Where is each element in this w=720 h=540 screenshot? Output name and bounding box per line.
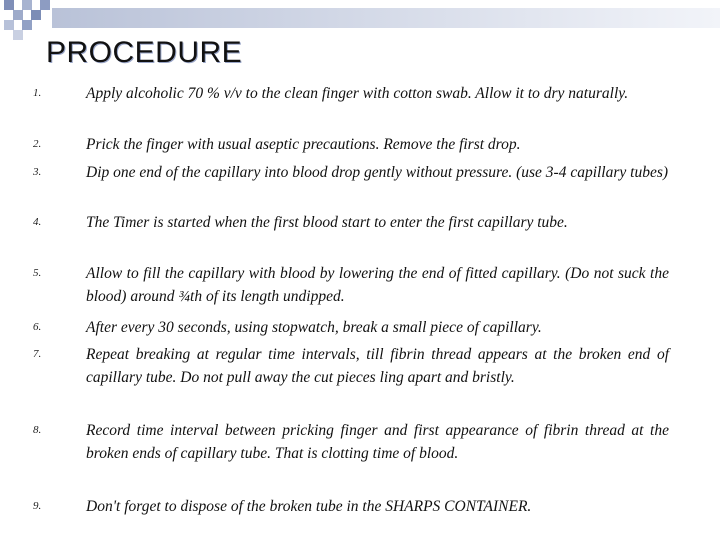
step-text: The Timer is started when the first blood start to enter the first capillary tube. <box>86 214 568 231</box>
step-text: Don't forget to dispose of the broken tube in the SHARPS CONTAINER. <box>86 498 532 515</box>
step-text: Apply alcoholic 70 % v/v to the clean finger with cotton swab. Allow it to dry naturally. <box>86 85 629 102</box>
step-text: Repeat breaking at regular time intervals, till fibrin thread appears at the broken end of capillary tube. Do not pull away the cut pieces ling apart and bristly. <box>86 346 669 386</box>
step-number: 9. <box>33 500 42 512</box>
step-text: Dip one end of the capillary into blood drop gently without pressure. (use 3-4 capillary tubes) <box>86 164 669 181</box>
step-number: 5. <box>33 267 42 279</box>
step-text: Allow to fill the capillary with blood by lowering the end of fitted capillary. (Do not suck the blood) around ¾th of its length undipped. <box>86 265 669 305</box>
step-number: 1. <box>33 87 42 99</box>
step-text: Record time interval between pricking finger and first appearance of fibrin thread at the broken ends of capillary tube. That is clotting time of blood. <box>86 422 669 462</box>
step-number: 3. <box>33 166 42 178</box>
step-text: After every 30 seconds, using stopwatch, break a small piece of capillary. <box>86 319 542 336</box>
step-number: 2. <box>33 138 42 150</box>
step-number: 4. <box>33 216 42 228</box>
step-number: 6. <box>33 321 42 333</box>
page-title: PROCEDURE <box>46 36 243 69</box>
step-text: Prick the finger with usual aseptic precautions. Remove the first drop. <box>86 136 521 153</box>
step-number: 8. <box>33 424 42 436</box>
step-number: 7. <box>33 348 42 360</box>
